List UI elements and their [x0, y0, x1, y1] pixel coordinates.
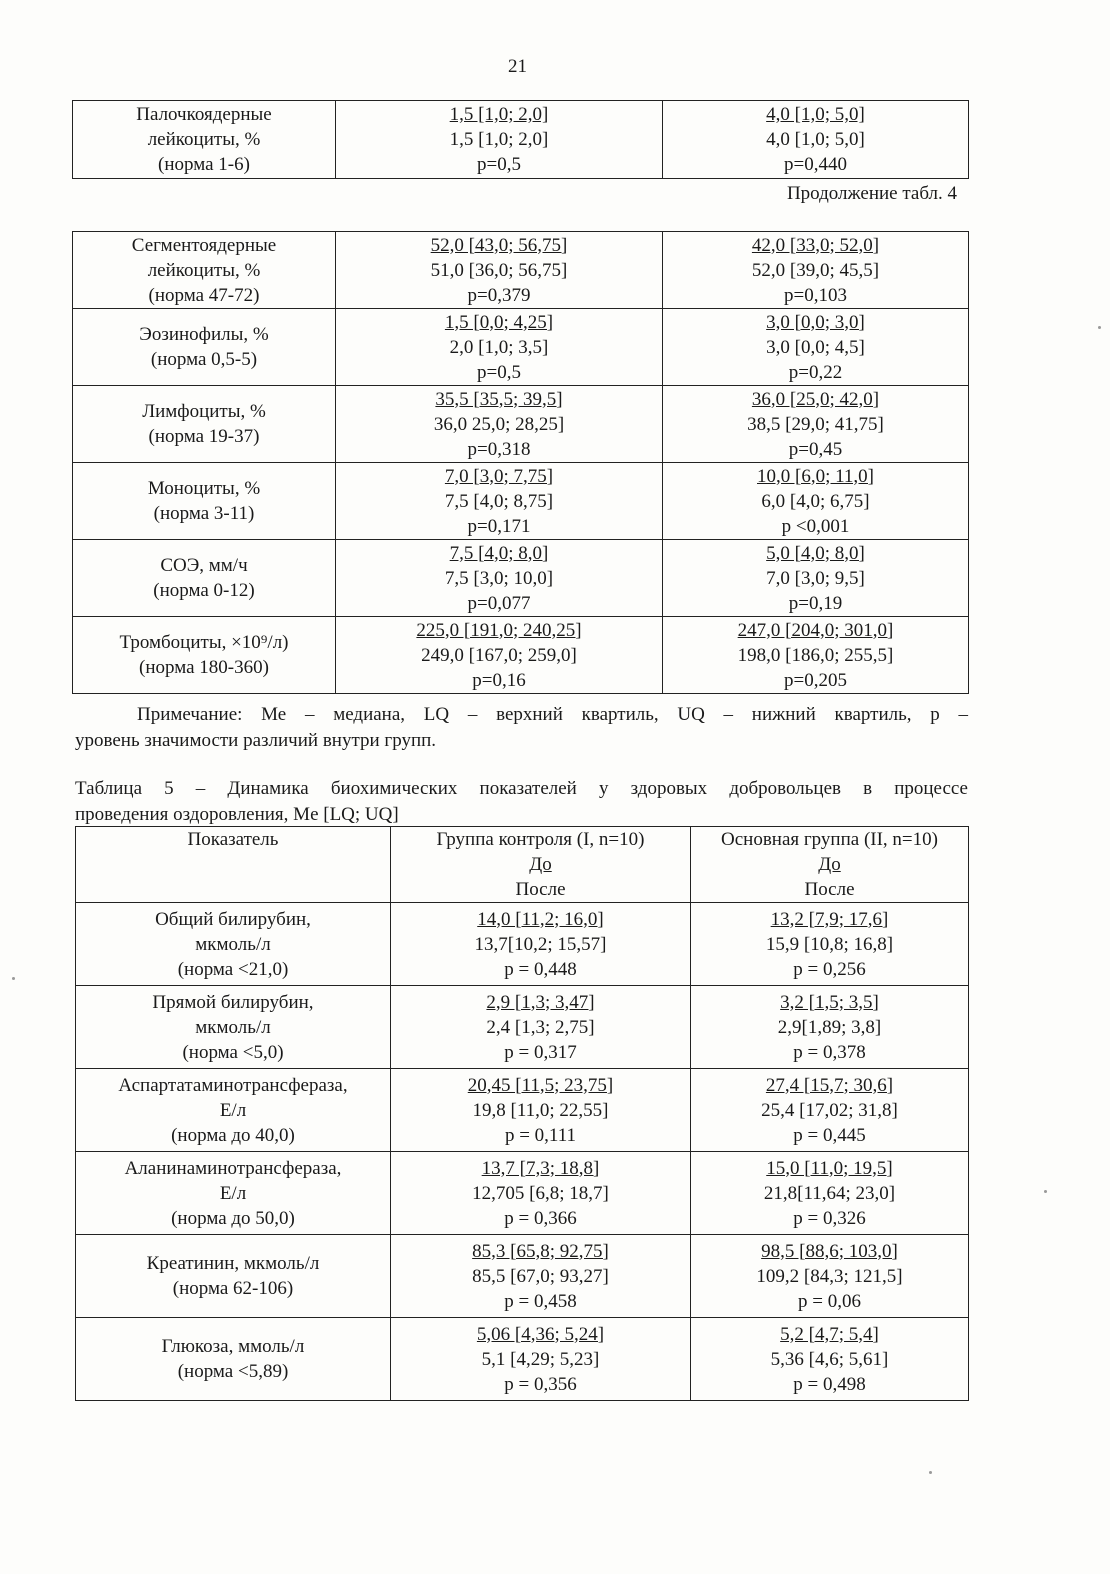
indicator-line: Глюкоза, ммоль/л [161, 1336, 305, 1357]
value-before: 5,06 [4,36; 5,24] [476, 1323, 605, 1345]
indicator-line: (норма 3-11) [153, 503, 255, 524]
control-group-cell [336, 101, 663, 179]
control-group-cell [336, 463, 663, 540]
scan-speck [929, 1471, 932, 1474]
scan-speck [1098, 326, 1101, 329]
table-continuation-label: Продолжение табл. 4 [786, 183, 957, 204]
p-value: p=0,16 [472, 669, 526, 691]
indicator-line: Палочкоядерные [136, 104, 272, 125]
main-group-cell [663, 101, 969, 179]
control-group-cell [391, 903, 691, 986]
table-4-part [72, 100, 969, 179]
main-group-cell [691, 1152, 969, 1235]
indicator-cell [73, 617, 336, 694]
p-value: p = 0,498 [793, 1373, 866, 1395]
page-number: 21 [508, 56, 527, 77]
header-group-control-title: Группа контроля (I, n=10) [436, 829, 645, 850]
value-after: 109,2 [84,3; 121,5] [756, 1265, 903, 1287]
value-after: 15,9 [10,8; 16,8] [765, 933, 894, 955]
p-value: p=0,379 [467, 284, 531, 306]
value-before: 7,0 [3,0; 7,75] [444, 465, 554, 487]
value-after: 2,9[1,89; 3,8] [777, 1016, 882, 1038]
main-group-cell [691, 1318, 969, 1401]
value-before: 14,0 [11,2; 16,0] [477, 908, 604, 930]
value-before: 52,0 [43,0; 56,75] [430, 234, 568, 256]
table-5-body [76, 903, 969, 1401]
control-group-cell [336, 386, 663, 463]
value-after: 3,0 [0,0; 4,5] [766, 336, 865, 358]
value-before: 36,0 [25,0; 42,0] [751, 388, 880, 410]
value-before: 5,0 [4,0; 8,0] [766, 542, 865, 564]
p-value: p = 0,317 [504, 1041, 577, 1063]
value-after: 5,1 [4,29; 5,23] [481, 1348, 600, 1370]
indicator-line: лейкоциты, % [147, 259, 261, 281]
table-5-header-row [76, 827, 969, 903]
value-before: 13,7 [7,3; 18,8] [481, 1157, 600, 1179]
p-value: p = 0,111 [504, 1124, 577, 1146]
value-before: 3,2 [1,5; 3,5] [780, 991, 879, 1013]
indicator-line: Эозинофилы, % [139, 324, 269, 345]
indicator-cell [76, 1318, 391, 1401]
value-after: 13,7[10,2; 15,57] [474, 933, 607, 955]
indicator-cell [73, 309, 336, 386]
main-group-cell [663, 386, 969, 463]
table-row [73, 463, 969, 540]
table-5-caption [75, 776, 968, 828]
indicator-line: (норма <21,0) [177, 958, 289, 980]
indicator-line: (норма <5,0) [182, 1041, 284, 1063]
value-after: 7,5 [4,0; 8,75] [444, 490, 554, 512]
table-note [75, 702, 968, 754]
table-row [76, 986, 969, 1069]
main-group-cell [663, 617, 969, 694]
indicator-line: (норма 19-37) [148, 426, 260, 447]
indicator-line: мкмоль/л [195, 933, 271, 955]
control-group-cell [336, 617, 663, 694]
p-value: p <0,001 [781, 515, 850, 537]
indicator-line: (норма 1-6) [158, 154, 250, 175]
p-value: p=0,19 [788, 592, 843, 614]
value-before: 5,2 [4,7; 5,4] [780, 1323, 879, 1345]
main-group-cell [663, 309, 969, 386]
table-row [76, 1152, 969, 1235]
indicator-line: Тромбоциты, ×10⁹/л) [119, 632, 289, 653]
value-before: 2,9 [1,3; 3,47] [486, 991, 595, 1013]
scan-speck [12, 977, 15, 980]
main-group-cell [691, 1235, 969, 1318]
control-group-cell [391, 1318, 691, 1401]
p-value: p=0,205 [784, 669, 847, 691]
p-value: p = 0,445 [793, 1124, 866, 1146]
value-after: 2,0 [1,0; 3,5] [449, 336, 549, 358]
p-value: p = 0,06 [798, 1290, 861, 1312]
header-group-main [691, 827, 969, 903]
value-before: 42,0 [33,0; 52,0] [751, 234, 880, 256]
indicator-line: (норма 0-12) [153, 580, 255, 601]
value-after: 6,0 [4,0; 6,75] [761, 490, 870, 512]
table-row [73, 101, 969, 179]
p-value: p=0,077 [467, 592, 531, 614]
indicator-cell [73, 463, 336, 540]
main-group-cell [663, 232, 969, 309]
value-after: 52,0 [39,0; 45,5] [751, 259, 880, 281]
value-before: 98,5 [88,6; 103,0] [761, 1240, 898, 1262]
value-after: 85,5 [67,0; 93,27] [472, 1265, 609, 1287]
indicator-cell [73, 232, 336, 309]
value-after: 25,4 [17,02; 31,8] [761, 1099, 898, 1121]
control-group-cell [336, 232, 663, 309]
p-value: p=0,103 [784, 284, 847, 306]
header-indicator [76, 827, 391, 903]
table-row [73, 386, 969, 463]
value-after: 4,0 [1,0; 5,0] [766, 129, 865, 150]
indicator-line: Сегментоядерные [131, 234, 277, 256]
indicator-line: Лимфоциты, % [142, 401, 266, 422]
indicator-cell [76, 986, 391, 1069]
header-group-main-after: После [804, 879, 855, 900]
value-after: 5,36 [4,6; 5,61] [770, 1348, 889, 1370]
value-before: 1,5 [0,0; 4,25] [444, 311, 554, 333]
note-line-2: уровень значимости различий внутри групп. [75, 730, 437, 751]
p-value: p = 0,448 [504, 958, 577, 980]
control-group-cell [391, 1235, 691, 1318]
indicator-line: (норма <5,89) [177, 1361, 289, 1382]
indicator-line: Е/л [219, 1182, 247, 1204]
table-4-part-body [73, 101, 969, 179]
value-before: 85,3 [65,8; 92,75] [472, 1240, 609, 1262]
indicator-line: (норма 0,5-5) [150, 349, 258, 370]
table-row [73, 309, 969, 386]
main-group-cell [691, 1069, 969, 1152]
p-value: p = 0,256 [793, 958, 866, 980]
control-group-cell [391, 986, 691, 1069]
value-after: 7,0 [3,0; 9,5] [766, 567, 865, 589]
p-value: p=0,45 [788, 438, 843, 460]
p-value: p = 0,326 [793, 1207, 866, 1229]
value-before: 7,5 [4,0; 8,0] [449, 542, 549, 564]
value-after: 1,5 [1,0; 2,0] [449, 129, 549, 150]
header-group-control-after: После [515, 879, 566, 900]
indicator-cell [76, 1069, 391, 1152]
main-group-cell [663, 540, 969, 617]
control-group-cell [336, 540, 663, 617]
value-before: 13,2 [7,9; 17,6] [770, 908, 889, 930]
value-after: 2,4 [1,3; 2,75] [486, 1016, 595, 1038]
p-value: p = 0,458 [504, 1290, 577, 1312]
caption-line-2: проведения оздоровления, Me [LQ; UQ] [75, 804, 399, 825]
value-before: 35,5 [35,5; 39,5] [435, 388, 563, 410]
table-row [73, 617, 969, 694]
p-value: p=0,5 [477, 361, 521, 383]
value-after: 198,0 [186,0; 255,5] [737, 644, 894, 666]
header-indicator-label: Показатель [187, 829, 279, 850]
p-value: p=0,5 [477, 154, 521, 175]
indicator-line: (норма до 50,0) [171, 1207, 295, 1229]
header-group-control-before: До [529, 854, 552, 875]
value-before: 15,0 [11,0; 19,5] [766, 1157, 893, 1179]
indicator-cell [76, 1235, 391, 1318]
indicator-cell [73, 386, 336, 463]
note-line-1: Примечание: Ме – медиана, LQ – верхний квартиль, UQ – нижний квартиль, р – [137, 704, 968, 725]
indicator-line: СОЭ, мм/ч [160, 555, 248, 576]
p-value: p = 0,356 [504, 1373, 577, 1395]
indicator-line: (норма 180-360) [139, 657, 269, 678]
indicator-line: Прямой билирубин, [152, 991, 314, 1013]
indicator-line: (норма 47-72) [148, 284, 260, 306]
indicator-line: Аланинаминотрансфераза, [124, 1157, 342, 1179]
value-after: 12,705 [6,8; 18,7] [472, 1182, 609, 1204]
indicator-line: Моноциты, % [147, 478, 261, 499]
indicator-cell [73, 101, 336, 179]
value-before: 3,0 [0,0; 3,0] [766, 311, 865, 333]
table-4-continued [72, 231, 969, 694]
value-before: 10,0 [6,0; 11,0] [757, 465, 874, 487]
main-group-cell [691, 986, 969, 1069]
indicator-line: Креатинин, мкмоль/л [146, 1253, 320, 1274]
table-row [76, 1069, 969, 1152]
indicator-line: Общий билирубин, [155, 908, 311, 930]
value-before: 1,5 [1,0; 2,0] [449, 104, 549, 125]
value-before: 225,0 [191,0; 240,25] [416, 619, 582, 641]
indicator-cell [76, 903, 391, 986]
scan-speck [1044, 1190, 1047, 1193]
table-row [73, 232, 969, 309]
value-after: 249,0 [167,0; 259,0] [421, 644, 577, 666]
value-after: 19,8 [11,0; 22,55] [472, 1099, 609, 1121]
value-after: 21,8[11,64; 23,0] [763, 1182, 896, 1204]
table-row [73, 540, 969, 617]
header-group-main-before: До [818, 854, 841, 875]
main-group-cell [691, 903, 969, 986]
table-4-continued-body [73, 232, 969, 694]
control-group-cell [336, 309, 663, 386]
value-after: 36,0 25,0; 28,25] [433, 413, 565, 435]
value-before: 4,0 [1,0; 5,0] [766, 104, 865, 125]
table-row [76, 1235, 969, 1318]
value-after: 38,5 [29,0; 41,75] [747, 413, 884, 435]
indicator-line: (норма до 40,0) [171, 1124, 295, 1146]
value-before: 20,45 [11,5; 23,75] [467, 1074, 614, 1096]
caption-line-1: Таблица 5 – Динамика биохимических показателей у здоровых добровольцев в процессе [75, 778, 968, 799]
p-value: p = 0,366 [504, 1207, 577, 1229]
indicator-line: Е/л [219, 1099, 247, 1121]
indicator-line: лейкоциты, % [147, 129, 261, 150]
table-5 [75, 826, 969, 1401]
p-value: p = 0,378 [793, 1041, 866, 1063]
control-group-cell [391, 1069, 691, 1152]
value-before: 247,0 [204,0; 301,0] [737, 619, 894, 641]
indicator-line: Аспартатаминотрансфераза, [118, 1074, 348, 1096]
indicator-cell [73, 540, 336, 617]
main-group-cell [663, 463, 969, 540]
p-value: p=0,171 [467, 515, 531, 537]
p-value: p=0,318 [467, 438, 531, 460]
indicator-cell [76, 1152, 391, 1235]
table-row [76, 1318, 969, 1401]
p-value: p=0,22 [788, 361, 843, 383]
header-group-control [391, 827, 691, 903]
indicator-line: (норма 62-106) [172, 1278, 294, 1299]
table-row [76, 903, 969, 986]
header-group-main-title: Основная группа (II, n=10) [721, 829, 938, 850]
p-value: p=0,440 [784, 154, 847, 175]
control-group-cell [391, 1152, 691, 1235]
value-before: 27,4 [15,7; 30,6] [765, 1074, 894, 1096]
value-after: 7,5 [3,0; 10,0] [444, 567, 554, 589]
value-after: 51,0 [36,0; 56,75] [430, 259, 568, 281]
indicator-line: мкмоль/л [195, 1016, 271, 1038]
